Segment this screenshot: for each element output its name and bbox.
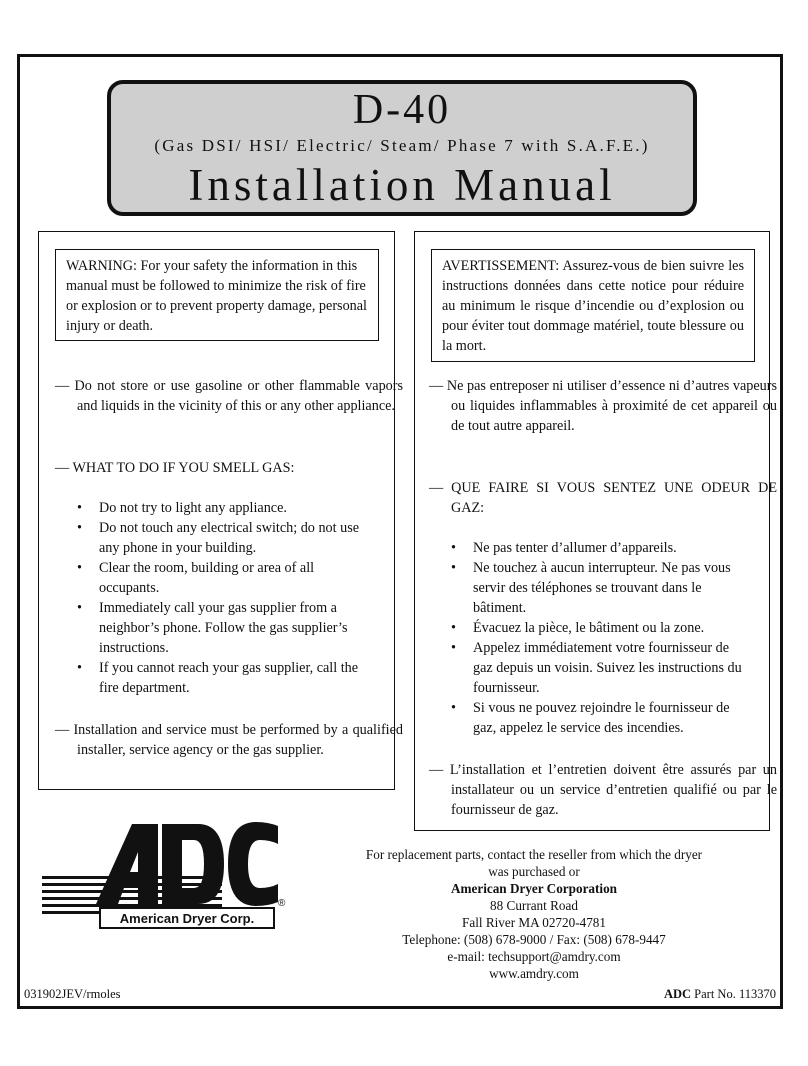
website: www.amdry.com bbox=[489, 966, 579, 981]
list-item: • Si vous ne pouvez rejoindre le fournisseur de gaz, appelez le service des incendies. bbox=[451, 698, 751, 738]
list-item: • Do not touch any electrical switch; do not use any phone in your building. bbox=[77, 518, 377, 558]
list-item: • Clear the room, building or area of all occupants. bbox=[77, 558, 377, 598]
manual-title: Installation Manual bbox=[188, 160, 616, 210]
email-address: e-mail: techsupport@amdry.com bbox=[447, 949, 621, 964]
part-number bbox=[664, 987, 776, 1002]
list-item: • Évacuez la pièce, le bâtiment ou la zone. bbox=[451, 618, 751, 638]
english-item-installation: — Installation and service must be performed by a qualified installer, service agency or the gas supplier. bbox=[55, 722, 403, 758]
phone-fax: Telephone: (508) 678-9000 / Fax: (508) 678-9447 bbox=[402, 932, 666, 947]
document-code: 031902JEV/rmoles bbox=[24, 987, 121, 1001]
english-warning-box: WARNING: For your safety the information in this manual must be followed to minimize the risk of fire or explosion or to prevent property damage, personal injury or death. bbox=[55, 249, 379, 341]
english-item-smell-gas: — WHAT TO DO IF YOU SMELL GAS: bbox=[55, 460, 295, 476]
model-title: D-40 bbox=[352, 87, 452, 133]
title-box bbox=[107, 80, 697, 216]
logo-letter-c bbox=[228, 822, 278, 906]
logo-company-name: American Dryer Corp. bbox=[119, 911, 255, 926]
model-subtitle: (Gas DSI/ HSI/ Electric/ Steam/ Phase 7 with S.A.F.E.) bbox=[154, 136, 650, 155]
list-item: • Do not try to light any appliance. bbox=[77, 498, 377, 518]
french-safety-column bbox=[414, 231, 777, 831]
city-address: Fall River MA 02720-4781 bbox=[462, 915, 606, 930]
french-item-flammables: — Ne pas entreposer ni utiliser d’essence ni d’autres vapeurs ou liquides inflammables à proximité de cet appareil ou de tout autre appareil. bbox=[429, 378, 777, 434]
french-gas-steps-list bbox=[451, 538, 751, 738]
french-warning-box: AVERTISSEMENT: Assurez-vous de bien suivre les instructions données dans cette notice pour réduire au minimum le risque d’incendie ou d’explosion ou pour éviter tout dommage matériel, toute blessure ou la mort. bbox=[431, 249, 755, 362]
french-item-smell-gas: — QUE FAIRE SI VOUS SENTEZ UNE ODEUR DE GAZ: bbox=[429, 480, 777, 516]
part-number-text: Part No. 113370 bbox=[691, 987, 776, 1001]
brand-label: ADC bbox=[663, 987, 692, 1001]
english-safety-column bbox=[38, 231, 403, 790]
adc-logo bbox=[38, 818, 300, 936]
street-address: 88 Currant Road bbox=[490, 898, 578, 913]
contact-line: For replacement parts, contact the reseller from which the dryer bbox=[365, 847, 703, 862]
logo-letter-d bbox=[162, 824, 224, 904]
list-item: • Appelez immédiatement votre fournisseur de gaz depuis un voisin. Suivez les instructions du fournisseur. bbox=[451, 638, 751, 698]
list-item: • Ne touchez à aucun interrupteur. Ne pas vous servir des téléphones se trouvant dans le bâtiment. bbox=[451, 558, 751, 618]
english-gas-steps-list bbox=[77, 498, 377, 698]
contact-line: was purchased or bbox=[488, 864, 580, 879]
english-item-flammables: — Do not store or use gasoline or other flammable vapors and liquids in the vicinity of this or any other appliance. bbox=[55, 378, 403, 414]
contact-block bbox=[348, 846, 720, 982]
french-item-installation: — L’installation et l’entretien doivent être assurés par un installateur ou un service d’entretien qualifié ou par le fournisseur de gaz. bbox=[429, 762, 777, 818]
registered-mark: ® bbox=[278, 898, 286, 909]
list-item: • Ne pas tenter d’allumer d’appareils. bbox=[451, 538, 751, 558]
list-item: • If you cannot reach your gas supplier, call the fire department. bbox=[77, 658, 377, 698]
list-item: • Immediately call your gas supplier from a neighbor’s phone. Follow the gas supplier’s instructions. bbox=[77, 598, 377, 658]
company-name: American Dryer Corporation bbox=[450, 881, 618, 896]
